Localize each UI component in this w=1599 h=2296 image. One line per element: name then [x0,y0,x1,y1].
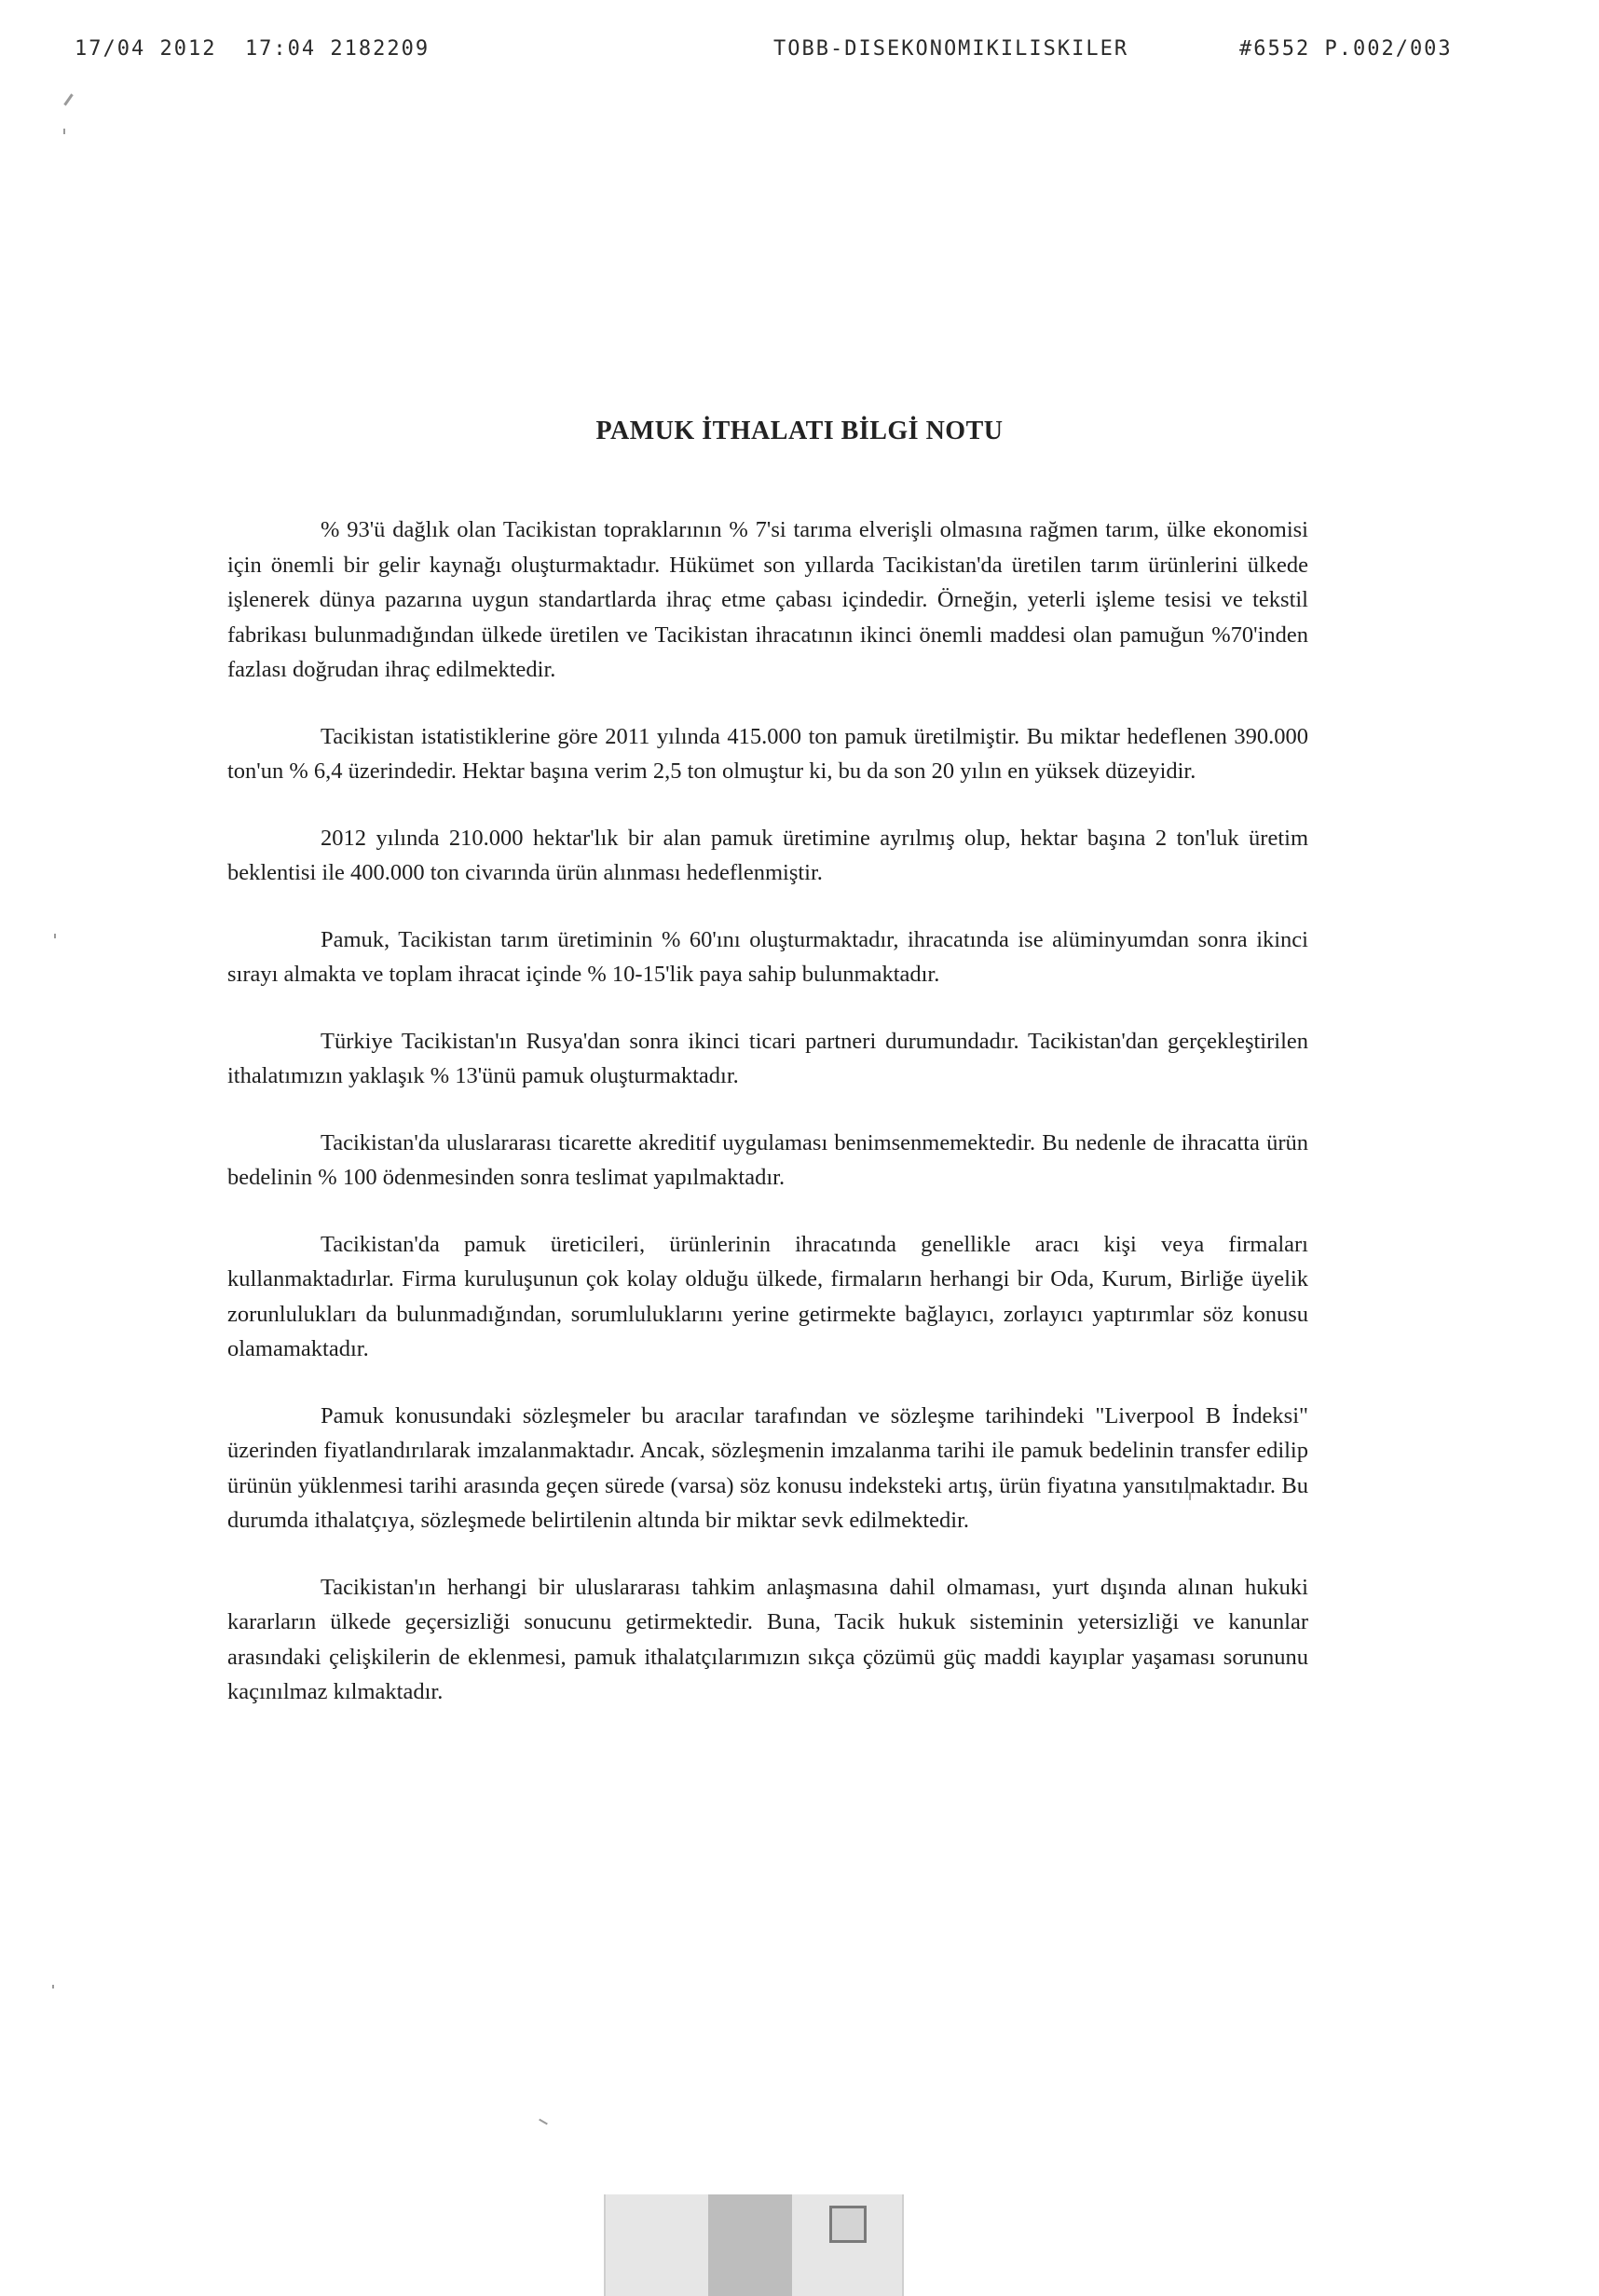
scan-speck [539,2119,548,2125]
scanner-artifact-shadow [708,2194,792,2296]
fax-date-time: 17/04 2012 17:04 2182209 [75,37,430,61]
scan-speck [63,93,73,105]
document-body [227,512,1308,1742]
paragraph: Tacikistan istatistiklerine göre 2011 yılında 415.000 ton pamuk üretilmiştir. Bu miktar hedeflenen 390.000 ton'un % 6,4 üzerindedir. Hektar başına verim 2,5 ton olmuştur ki, bu da son 20 yılın en yüksek düzeyidir. [227,723,1308,784]
paragraph: Tacikistan'ın herhangi bir uluslararası tahkim anlaşmasına dahil olmaması, yurt dışında alınan hukuki kararların ülkede geçersizliği sonucunu getirmektedir. Buna, Tacik hukuk sisteminin yetersizliği ve kanunlar arasındaki çelişkilerin de eklenmesi, pamuk ithalatçılarımızın sıkça çözümü güç maddi kayıplar yaşaması sorununu kaçınılmaz kılmaktadır. [227,1574,1308,1704]
fax-page-info: #6552 P.002/003 [1239,37,1453,61]
scanner-artifact-box [829,2206,867,2243]
paragraph: Tacikistan'da pamuk üreticileri, ürünlerinin ihracatında genellikle aracı kişi veya firmaları kullanmaktadırlar. Firma kuruluşunun çok kolay olduğu ülkede, firmaların herhangi bir Oda, Kurum, Birliğe üyelik zorunlulukları da bulunmadığından, sorumluluklarını yerine getirmekte bağlayıcı, zorlayıcı yaptırımlar söz konusu olamamaktadır. [227,1231,1308,1361]
scan-speck [54,934,56,938]
paragraph: Türkiye Tacikistan'ın Rusya'dan sonra ikinci ticari partneri durumundadır. Tacikistan'dan gerçekleştirilen ithalatımızın yaklaşık % 13'ünü pamuk oluşturmaktadır. [227,1028,1308,1088]
paragraph: Pamuk, Tacikistan tarım üretiminin % 60'ını oluşturmaktadır, ihracatında ise alüminyumdan sonra ikinci sırayı almakta ve toplam ihracat içinde % 10-15'lik paya sahip bulunmaktadır. [227,926,1308,987]
scan-speck [63,129,65,134]
paragraph: Pamuk konusundaki sözleşmeler bu aracılar tarafından ve sözleşme tarihindeki "Liverpool B İndeksi" üzerinden fiyatlandırılarak imzalanmaktadır. Ancak, sözleşmenin imzalanma tarihi ile pamuk bedelinin transfer edilip ürünün yüklenmesi tarihi arasında geçen sürede (varsa) söz konusu indeksteki artış, ürün fiyatına yansıtılmaktadır. Bu durumda ithalatçıya, sözleşmede belirtilenin altında bir miktar sevk edilmektedir. [227,1402,1308,1533]
paragraph: 2012 yılında 210.000 hektar'lık bir alan pamuk üretimine ayrılmış olup, hektar başına 2 ton'luk üretim beklentisi ile 400.000 ton civarında ürün alınması hedeflenmiştir. [227,825,1308,885]
scanner-artifact [604,2194,904,2296]
fax-sender-id: TOBB-DISEKONOMIKILISKILER [773,37,1129,61]
fax-header [75,37,1454,65]
document-title: PAMUK İTHALATI BİLGİ NOTU [595,416,1004,445]
scan-speck [52,1985,54,1988]
paragraph: % 93'ü dağlık olan Tacikistan topraklarının % 7'si tarıma elverişli olmasına rağmen tarım, ülke ekonomisi için önemli bir gelir kaynağı oluşturmaktadır. Hükümet son yıllarda Tacikistan'da üretilen tarım ürünlerini ülkede işlenerek dünya pazarına uygun standartlarda ihraç etme çabası içindedir. Örneğin, yeterli işleme tesisi ve tekstil fabrikası bulunmadığından ülkede üretilen ve Tacikistan ihracatının ikinci önemli maddesi olan pamuğun %70'inden fazlası doğrudan ihraç edilmektedir. [227,517,1308,682]
paragraph: Tacikistan'da uluslararası ticarette akreditif uygulaması benimsenmemektedir. Bu nedenle de ihracatta ürün bedelinin % 100 ödenmesinden sonra teslimat yapılmaktadır. [227,1129,1308,1190]
